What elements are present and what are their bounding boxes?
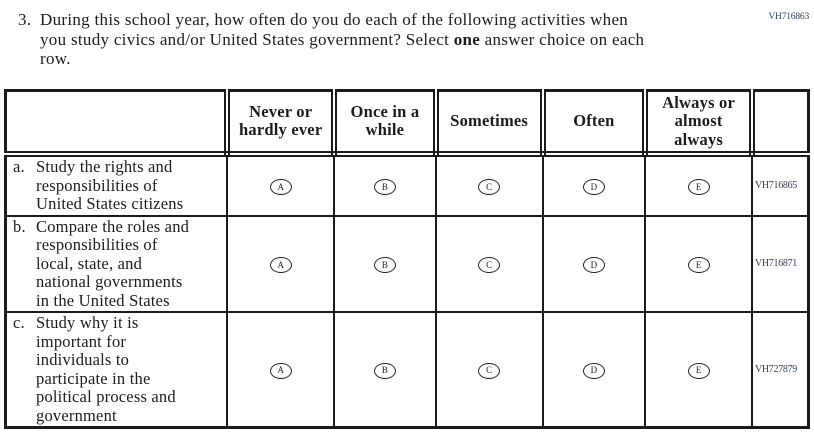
row-text-line: important for [36, 331, 127, 351]
question-number: 3. [18, 10, 32, 29]
row-text-line: Study why it is [36, 313, 139, 332]
response-table [4, 89, 810, 430]
option-cell [543, 154, 646, 216]
row-letter: b. [13, 216, 26, 236]
column-header-once: Once in a while [334, 90, 436, 154]
row-label-c [6, 312, 228, 428]
bubble-b-always[interactable]: E [688, 257, 710, 273]
option-cell [227, 154, 334, 216]
row-text-line: Compare the roles and [36, 216, 190, 236]
question-text-line: you study civics and/or United States government? Select one answer choice on each [40, 29, 645, 49]
row-text-line: individuals to [36, 350, 130, 369]
column-header-often: Often [543, 90, 646, 154]
option-cell [543, 216, 646, 313]
item-code: VH727879 [752, 312, 809, 428]
row-letter: c. [13, 313, 25, 332]
column-header-never: Never or hardly ever [227, 90, 334, 154]
table-row-a [6, 154, 809, 216]
row-text-line: United States citizens [36, 194, 184, 213]
row-text-line: in the United States [36, 290, 170, 310]
option-cell [436, 216, 543, 313]
row-text-line: participate in the [36, 368, 151, 388]
column-header-always: Always or almost always [645, 90, 752, 154]
question [18, 10, 814, 69]
row-text-line: government [36, 405, 117, 425]
option-cell [334, 312, 436, 428]
table-row-b [6, 216, 809, 313]
option-cell [334, 216, 436, 313]
bubble-c-sometimes[interactable]: C [478, 363, 500, 379]
row-text-line: local, state, and [36, 253, 143, 273]
row-label-b [6, 216, 228, 313]
bubble-c-always[interactable]: E [688, 363, 710, 379]
option-cell [227, 312, 334, 428]
column-header-sometimes: Sometimes [436, 90, 543, 154]
question-text [40, 10, 644, 69]
item-code: VH716865 [752, 154, 809, 216]
page-code: VH716863 [768, 12, 809, 22]
corner-cell [6, 90, 228, 154]
table-row-c [6, 312, 809, 428]
bubble-a-often[interactable]: D [583, 179, 605, 195]
row-text [36, 314, 222, 425]
bubble-c-once[interactable]: B [374, 363, 396, 379]
header-row [6, 90, 809, 154]
option-cell [645, 154, 752, 216]
code-column-header [752, 90, 809, 154]
bubble-b-sometimes[interactable]: C [478, 257, 500, 273]
row-text-line: Study the rights and [36, 157, 173, 176]
bubble-c-never[interactable]: A [270, 363, 292, 379]
row-text-line: responsibilities of [36, 175, 158, 195]
option-cell [436, 312, 543, 428]
row-text-line: national governments [36, 272, 183, 291]
bubble-a-never[interactable]: A [270, 179, 292, 195]
row-text [36, 158, 222, 214]
bubble-b-often[interactable]: D [583, 257, 605, 273]
option-cell [645, 312, 752, 428]
bubble-a-always[interactable]: E [688, 179, 710, 195]
bubble-a-once[interactable]: B [374, 179, 396, 195]
row-text-line: political process and [36, 387, 176, 406]
option-cell [436, 154, 543, 216]
bubble-a-sometimes[interactable]: C [478, 179, 500, 195]
row-text-line: responsibilities of [36, 235, 158, 254]
option-cell [227, 216, 334, 313]
bubble-b-once[interactable]: B [374, 257, 396, 273]
item-code: VH716871 [752, 216, 809, 313]
option-cell [543, 312, 646, 428]
row-label-a [6, 154, 228, 216]
bubble-b-never[interactable]: A [270, 257, 292, 273]
row-text [36, 218, 222, 311]
option-cell [334, 154, 436, 216]
option-cell [645, 216, 752, 313]
question-text-line: row. [40, 49, 71, 68]
row-letter: a. [13, 157, 25, 176]
bubble-c-often[interactable]: D [583, 363, 605, 379]
question-text-line: During this school year, how often do you do each of the following activities when [40, 10, 629, 29]
